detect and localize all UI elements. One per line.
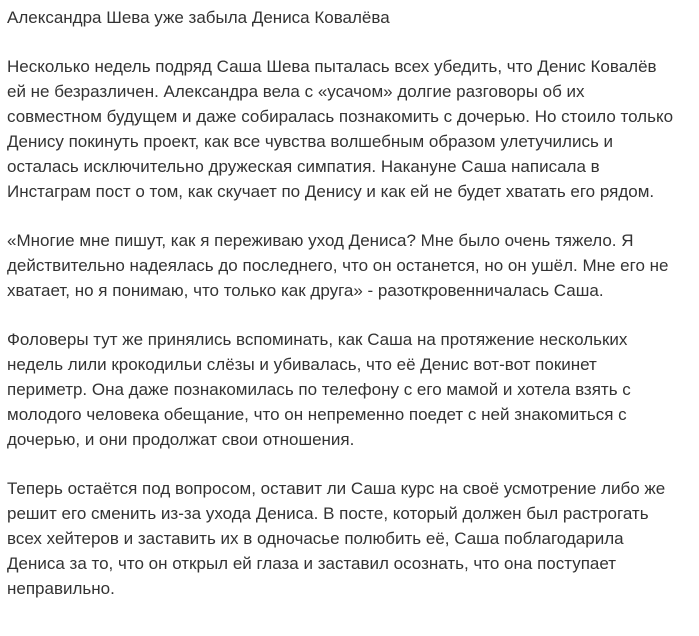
article-paragraph-1: Несколько недель подряд Саша Шева пыталась всех убедить, что Денис Ковалёв ей не безразличен. Александра вела с «усачом» долгие разговоры об их совместном будущем и даже собиралась познакомить с дочерью. Но стоило только Денису покинуть проект, как все чувства волшебным образом улетучились и осталась исключительно дружеская симпатия. Накануне Саша написала в Инстаграм пост о том, как скучает по Денису и как ей не будет хватать его рядом.: [7, 57, 674, 201]
article-paragraph-3: Фоловеры тут же принялись вспоминать, как Саша на протяжение нескольких недель лили крокодильи слёзы и убивалась, что её Денис вот-вот покинет периметр. Она даже познакомилась по телефону с его мамой и хотела взять с молодого человека обещание, что он непременно поедет с ней знакомиться с дочерью, и они продолжат свои отношения.: [7, 330, 631, 449]
article-title: Александра Шева уже забыла Дениса Ковалёва: [7, 8, 390, 27]
article-paragraph-2: «Многие мне пишут, как я переживаю уход Дениса? Мне было очень тяжело. Я действительно надеялась до последнего, что он останется, но он ушёл. Мне его не хватает, но я понимаю, что только как друга» - разоткровенничалась Саша.: [7, 231, 669, 300]
article-paragraph-4: Теперь остаётся под вопросом, оставит ли Саша курс на своё усмотрение либо же решит его сменить из-за ухода Дениса. В посте, который должен был растрогать всех хейтеров и заставить их в одночасье полюбить её, Саша поблагодарила Дениса за то, что он открыл ей глаза и заставил осознать, что она поступает неправильно.: [7, 479, 666, 598]
